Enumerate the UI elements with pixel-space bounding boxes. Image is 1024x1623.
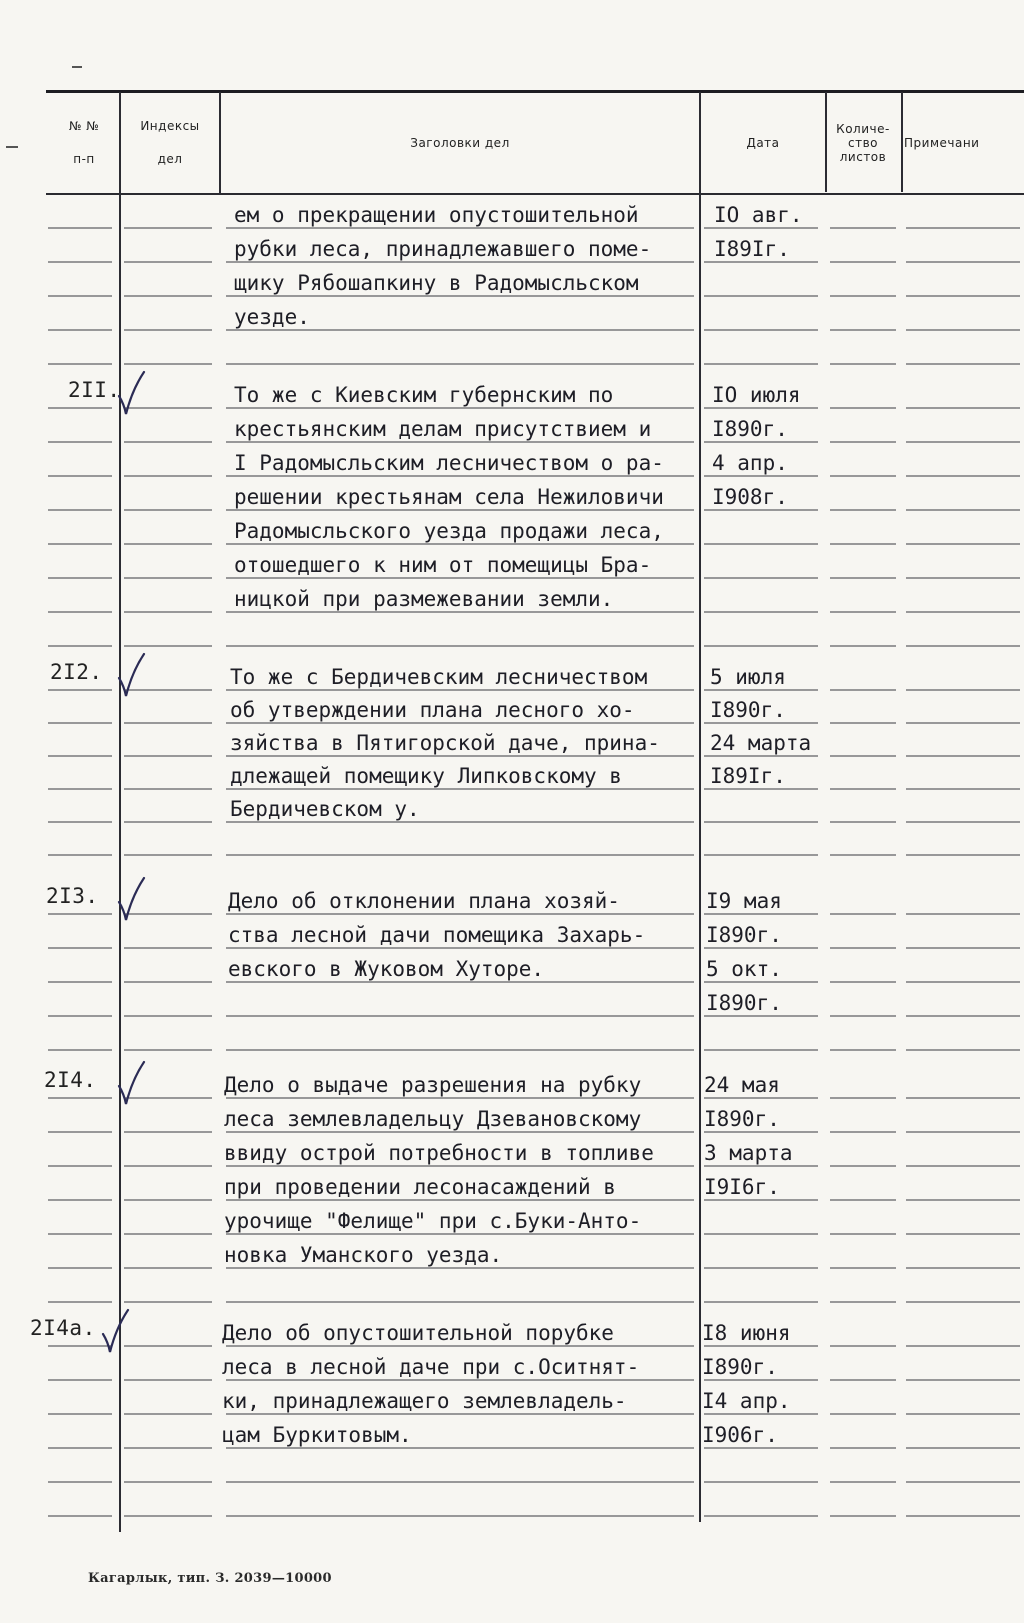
entry-title-line: крестьянским делам присутствием и [234,417,652,441]
entry-number: 2I4а. [30,1316,96,1340]
header-count-line3: листов [839,150,887,164]
header-count-line1: Количе- [836,122,890,136]
entry-title-line: ки, принадлежащего землевладель- [222,1389,627,1413]
entry-title-line: Дело об опустошительной порубке [222,1321,614,1345]
entry-date: I8 июня [702,1321,791,1345]
entry-title-line: новка Уманского уезда. [224,1243,503,1267]
entry-date: 4 апр. [712,451,788,475]
printer-imprint: Кагарлык, тип. З. 2039—10000 [88,1571,332,1586]
entry-title-line: Дело о выдаче разрешения на рубку [224,1073,642,1097]
entry-date: I890г. [710,698,786,722]
entry-title-line: То же с Бердичевским лесничеством [230,665,648,689]
entry-title-line: уезде. [234,305,310,329]
entry-date: 3 марта [704,1141,793,1165]
entry-title-line: Бердичевском у. [230,797,420,821]
entry-title-line: цам Буркитовым. [222,1423,412,1447]
entry-title-line: Дело об отклонении плана хозяй- [228,889,620,913]
header-count-line2: ство [847,136,878,150]
header-title-text: Заголовки дел [410,135,510,150]
margin-tick [72,66,82,68]
entry-title-line: при проведении лесонасаждений в [224,1175,616,1199]
entry-title-line: леса землевладельцу Дзевановскому [224,1107,642,1131]
col-divider-2-head [219,92,221,194]
entry-title-line: зяйства в Пятигорской даче, прина- [230,731,660,755]
entry-date: I890г. [712,417,788,441]
entry-date: I890г. [702,1355,778,1379]
header-index-line2: дел [157,152,183,166]
entry-date: I89Iг. [714,237,790,261]
col-divider-5 [901,92,903,192]
entry-date: IO июля [712,383,801,407]
entry-title-line: евского в Жуковом Хуторе. [228,957,545,981]
entry-title-line: ввиду острой потребности в топливе [224,1141,654,1165]
checkmark-icon [116,652,148,698]
margin-tick [6,146,18,148]
entry-title-line: Радомысльского уезда продажи леса, [234,519,664,543]
entry-date: I890г. [706,991,782,1015]
entry-title-line: леса в лесной даче при с.Оситнят- [222,1355,640,1379]
entry-date: I906г. [702,1423,778,1447]
col-divider-1 [119,92,121,152]
entry-title-line: длежащей помещику Липковскому в [230,764,622,788]
entry-date: I9 мая [706,889,782,913]
entry-date: I890г. [706,923,782,947]
entry-title-line: щику Рябошапкину в Радомысльском [234,271,639,295]
entry-date: 24 мая [704,1073,780,1097]
entry-date: 24 марта [710,731,812,755]
entry-number: 2I2. [50,660,103,684]
entry-title-line: об утверждении плана лесного хо- [230,698,635,722]
header-number-line1: № № [68,119,100,133]
checkmark-icon [116,876,148,922]
checkmark-icon [116,370,148,416]
entry-title-line: рубки леса, принадлежавшего поме- [234,237,652,261]
entry-title-line: ницкой при размежевании земли. [234,587,614,611]
entry-title-line: урочище "Фелище" при с.Буки-Анто- [224,1209,642,1233]
header-date-text: Дата [746,135,780,150]
entry-title-line: ства лесной дачи помещика Захарь- [228,923,646,947]
header-note-text: Примечани [904,135,980,150]
entry-date: I9I6г. [704,1175,780,1199]
entry-date: I890г. [704,1107,780,1131]
col-divider-4 [825,92,827,192]
entry-title-line: То же с Киевским губернским по [234,383,614,407]
entry-title-line: отошедшего к ним от помещицы Бра- [234,553,652,577]
entry-date: I4 апр. [702,1389,791,1413]
entry-title-line: решении крестьянам села Нежиловичи [234,485,664,509]
entry-date: 5 окт. [706,957,782,981]
entry-number: 2II. [68,378,121,402]
header-number-line2: п-п [73,152,95,166]
entry-date: IO авг. [714,203,803,227]
entry-date: I908г. [712,485,788,509]
entry-date: I89Iг. [710,764,786,788]
entry-number: 2I4. [44,1068,97,1092]
col-divider-3 [699,92,701,1522]
checkmark-icon [116,1060,148,1106]
entry-date: 5 июля [710,665,786,689]
entry-title-line: ем о прекращении опустошительной [234,203,639,227]
header-index-line1: Индексы [140,119,200,133]
entry-title-line: I Радомысльским лесничеством о ра- [234,451,664,475]
checkmark-icon [100,1308,132,1354]
entry-number: 2I3. [46,884,99,908]
